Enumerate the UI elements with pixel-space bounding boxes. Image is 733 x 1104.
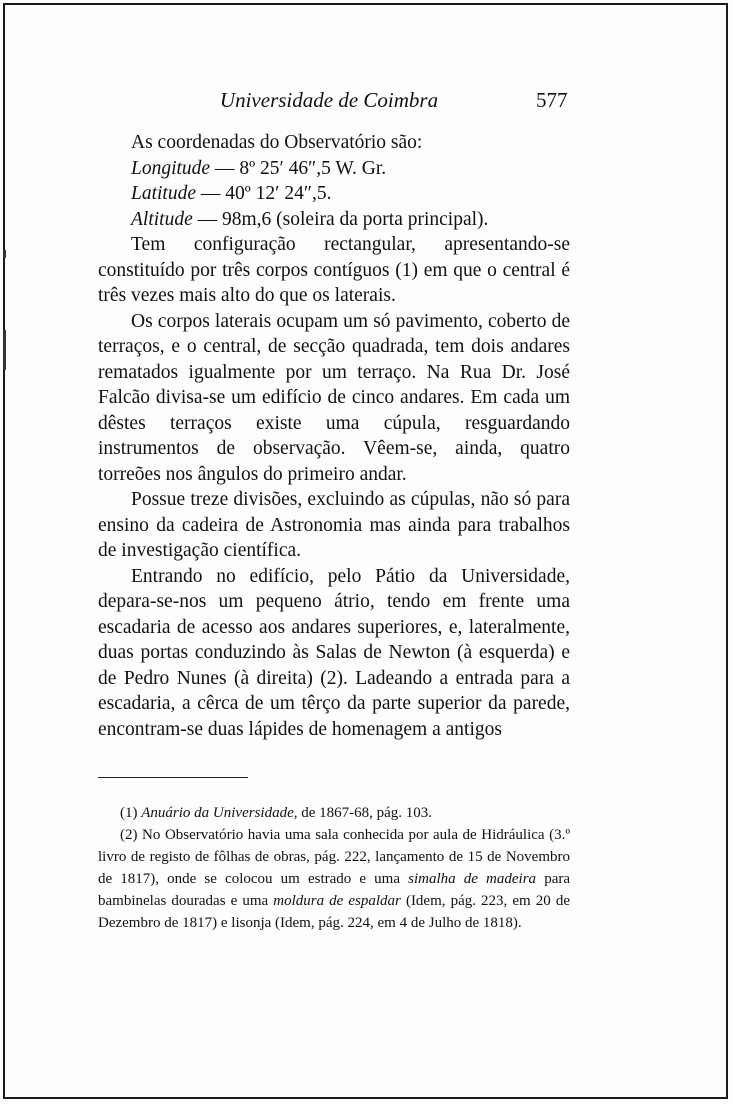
- longitude-value: — 8º 25′ 46″,5 W. Gr.: [210, 157, 387, 179]
- paragraph: Possue treze divisões, excluindo as cúpulas, não só para ensino da cadeira de Astronomia mas ainda para trabalhos de investigação científica.: [98, 489, 570, 561]
- footnote-mark: (1): [120, 805, 138, 821]
- footnotes: [98, 802, 570, 934]
- margin-mark: [3, 330, 16, 370]
- footnote-rule: [98, 777, 248, 778]
- footnote-mark: (2): [120, 827, 138, 843]
- latitude-line: [131, 181, 611, 207]
- footnote-text: de 1867-68, pág. 103.: [297, 805, 433, 821]
- paragraph: Os corpos laterais ocupam um só pavimento, coberto de terraços, e o central, de secção quadrada, tem dois andares rematados igualmente por um terraço. Na Rua Dr. José Falcão divisa-se um edifício de cinco andares. Em cada um dêstes terraços existe uma cúpula, resguardando instrumentos de observação. Vêem-se, ainda, quatro torreões nos ângulos do primeiro andar.: [98, 310, 570, 485]
- paragraph: Tem configuração rectangular, apresentando-se constituído por três corpos contíguos (1) em que o central é três vezes mais alto do que os laterais.: [98, 234, 570, 306]
- page-number: 577: [536, 88, 568, 112]
- footnote-text: No Observatório havia uma sala conhecida por aula de Hidráulica (3.º livro de registo de fôlhas de obras, pág. 222, lançamento de 15 de Novembro de 1817), onde se colocou um estrado e uma: [98, 827, 570, 887]
- latitude-label: Latitude: [131, 183, 197, 204]
- footnote-text: (Idem, pág. 223, em 20 de Dezembro de 1817) e lisonja (Idem, pág. 224, em 4 de Julho de 1818).: [98, 893, 570, 931]
- longitude-label: Longitude: [131, 157, 211, 179]
- running-head-title: Universidade de Coimbra: [219, 88, 439, 112]
- latitude-value: — 40º 12′ 24″,5.: [196, 183, 332, 204]
- paragraph: Entrando no edifício, pelo Pátio da Universidade, depara-se-nos um pequeno átrio, tendo em frente uma escadaria de acesso aos andares superiores, e, lateralmente, duas portas conduzindo às Salas de Newton (à esquerda) e de Pedro Nunes (à direita) (2). Ladeando a entrada para a escadaria, a cêrca de um têrço da parte superior da parede, encontram-se duas lápides de homenagem a antigos: [98, 565, 570, 740]
- coordinates-intro: As coordenadas do Observatório são:: [131, 132, 423, 153]
- altitude-value: — 98m,6 (soleira da porta principal).: [192, 208, 489, 230]
- coordinates-block: [131, 130, 611, 232]
- margin-mark: [3, 250, 16, 258]
- footnote-italic: moldura de espaldar: [273, 893, 401, 909]
- footnote-2: [98, 824, 570, 934]
- footnote-text: para bambinelas douradas e uma: [98, 871, 570, 909]
- footnote-italic: simalha de madeira: [408, 871, 537, 887]
- longitude-line: [131, 156, 611, 182]
- altitude-line: [131, 207, 611, 233]
- altitude-label: Altitude: [131, 208, 193, 230]
- footnote-1: [98, 802, 570, 824]
- footnote-title: Anuário da Universidade,: [141, 805, 298, 821]
- body-text: [98, 232, 570, 742]
